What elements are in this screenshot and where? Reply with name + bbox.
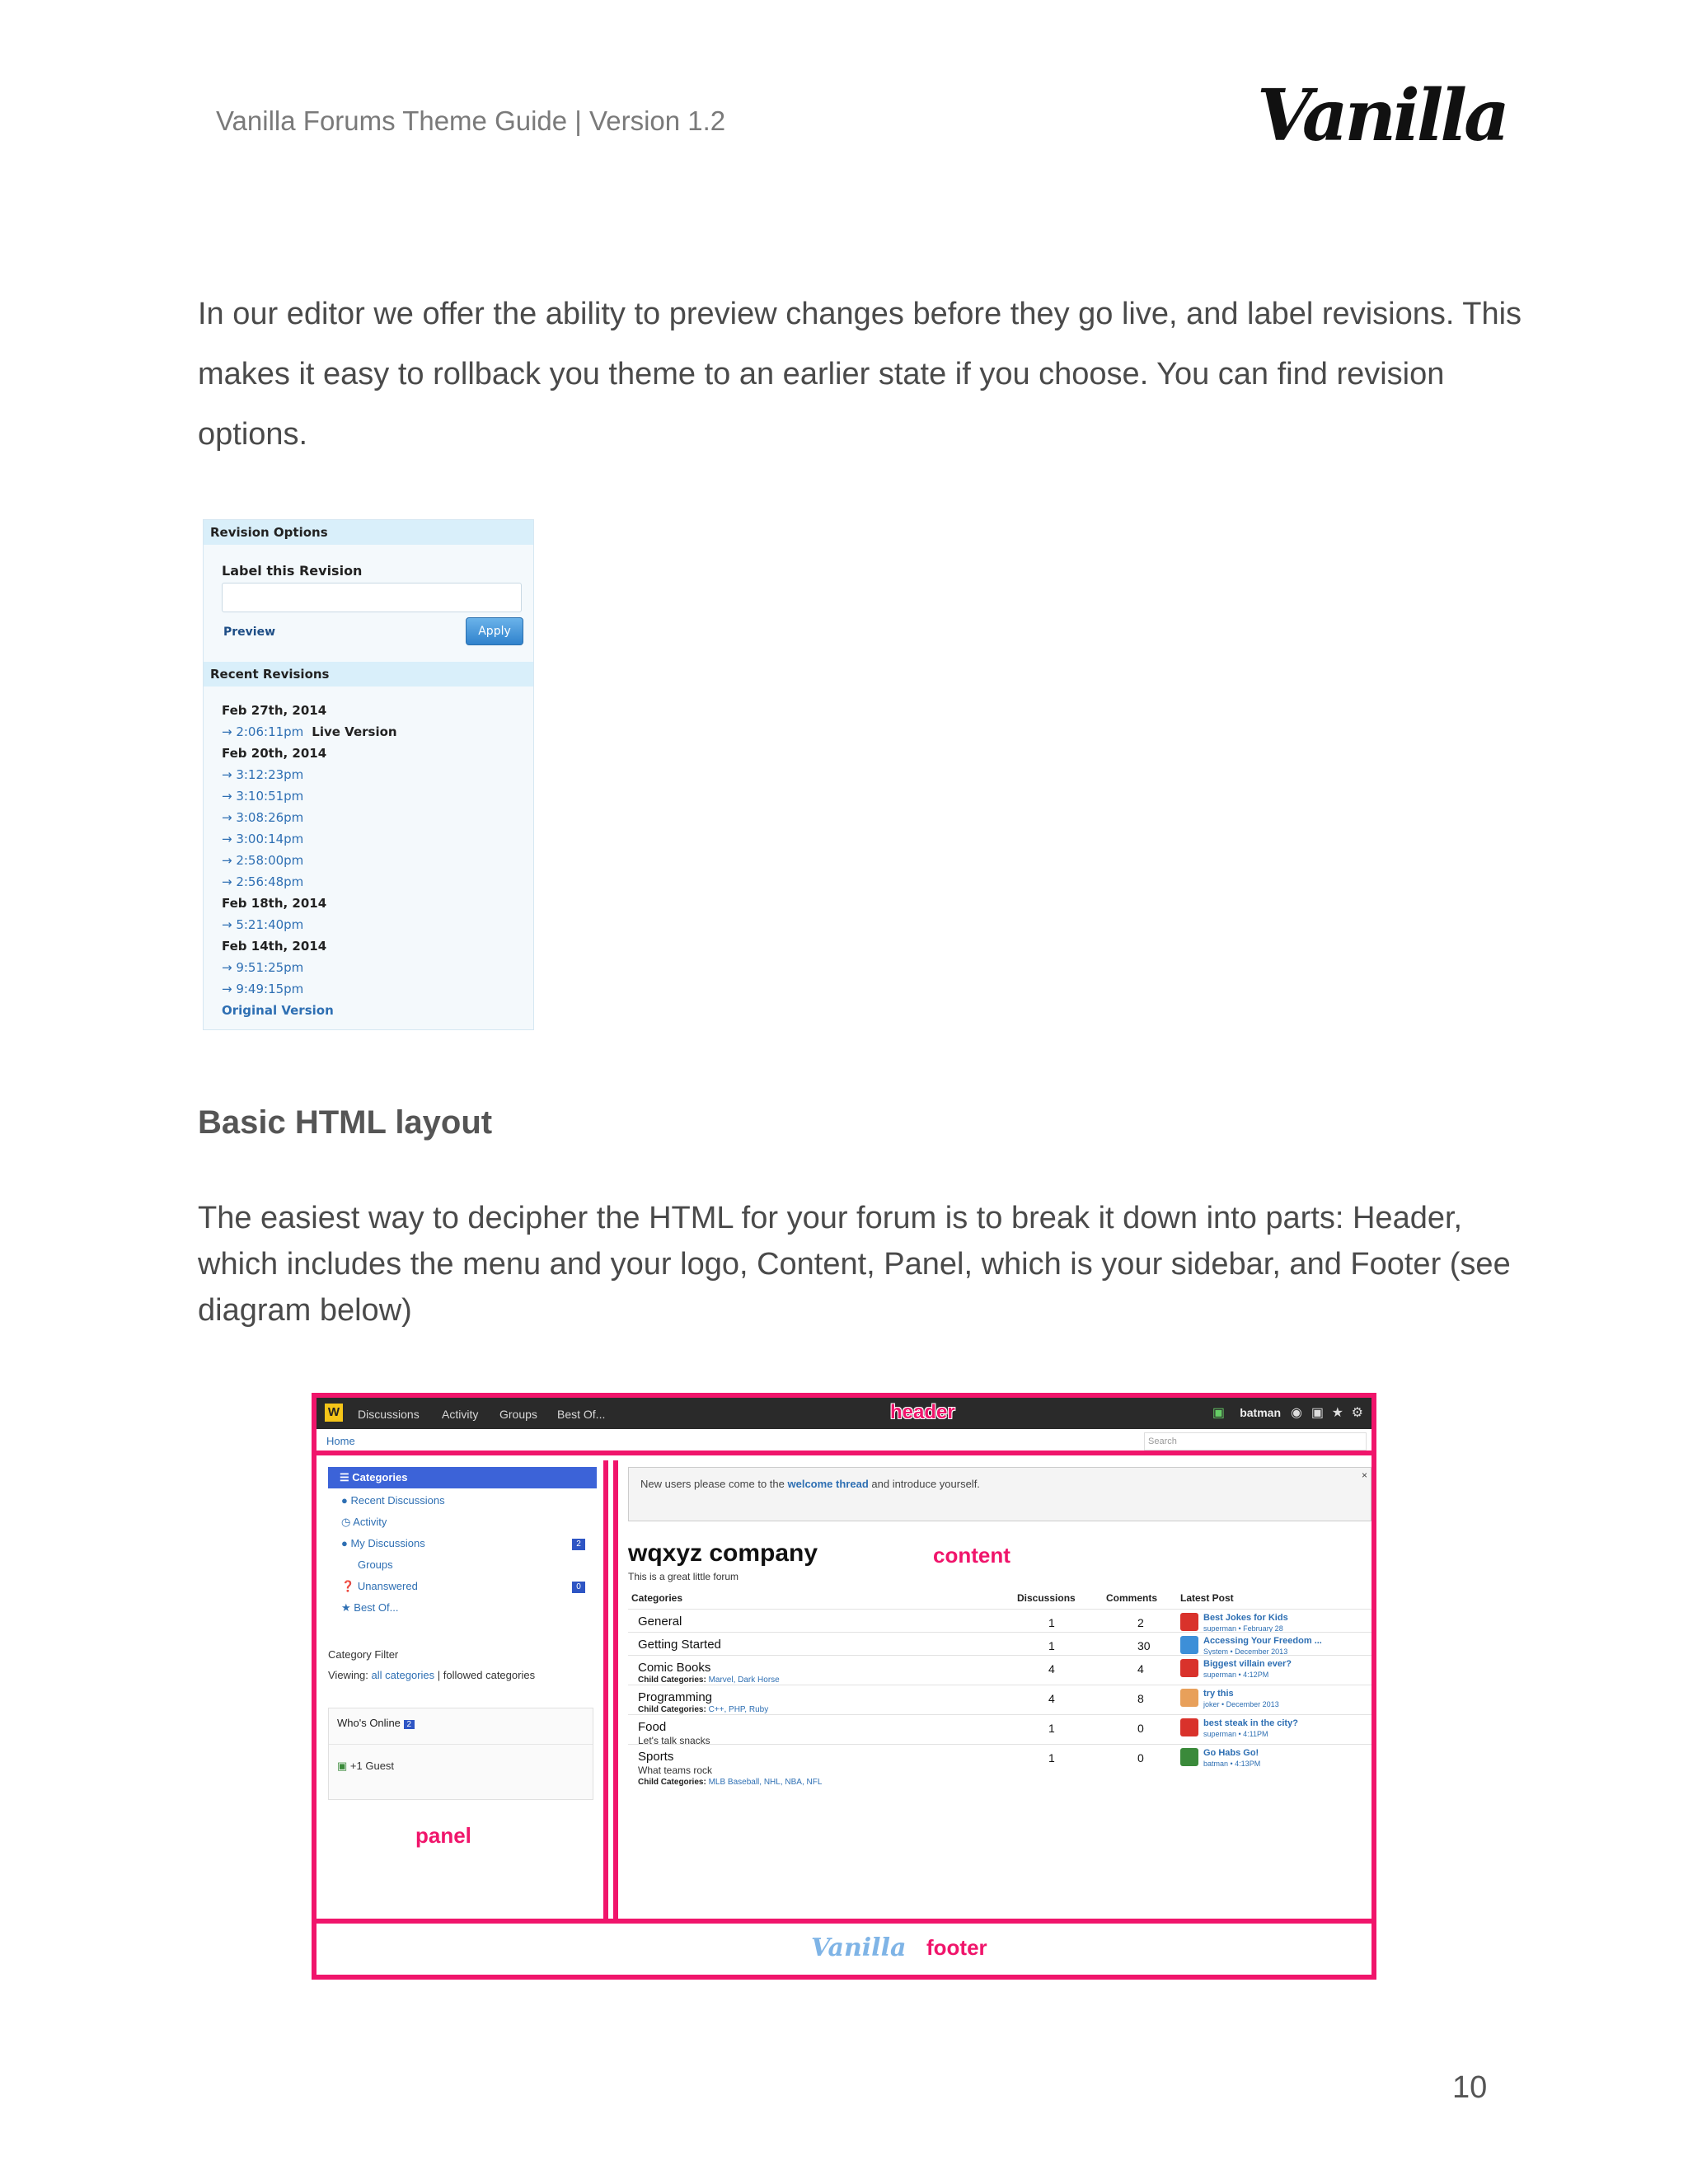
comment-count: 0 bbox=[1137, 1751, 1144, 1765]
revision-item bbox=[222, 935, 397, 957]
footer-vanilla-logo: Vanilla bbox=[811, 1933, 907, 1962]
panel-nav-item[interactable] bbox=[328, 1490, 597, 1511]
revision-date: Feb 14th, 2014 bbox=[222, 939, 327, 954]
header-region-label: header bbox=[890, 1401, 955, 1423]
revision-item[interactable] bbox=[222, 914, 397, 935]
col-latest-post: Latest Post bbox=[1180, 1592, 1234, 1604]
document-header: Vanilla Forums Theme Guide | Version 1.2 bbox=[216, 105, 726, 136]
breadcrumb-home[interactable]: Home bbox=[326, 1435, 355, 1447]
live-version-label: Live Version bbox=[312, 724, 397, 739]
comment-count: 4 bbox=[1137, 1662, 1144, 1675]
panel-nav-label: Groups bbox=[358, 1558, 393, 1571]
revision-link[interactable]: → 2:06:11pm bbox=[222, 724, 304, 739]
revision-link[interactable]: → 2:56:48pm bbox=[222, 874, 304, 889]
label-revision-input[interactable] bbox=[222, 583, 522, 612]
comment-count: 30 bbox=[1137, 1639, 1151, 1652]
category-filter-viewing bbox=[328, 1669, 597, 1681]
content-region bbox=[613, 1460, 1372, 1919]
panel-categories-item[interactable] bbox=[328, 1467, 597, 1488]
page-number: 10 bbox=[1452, 2070, 1488, 2105]
message-suffix: and introduce yourself. bbox=[871, 1478, 980, 1490]
author-avatar[interactable] bbox=[1180, 1636, 1198, 1654]
child-categories-links[interactable]: MLB Baseball, NHL, NBA, NFL bbox=[708, 1778, 823, 1787]
revision-date: Feb 27th, 2014 bbox=[222, 703, 327, 718]
revision-link[interactable]: → 3:12:23pm bbox=[222, 767, 304, 782]
welcome-thread-link[interactable]: welcome thread bbox=[787, 1478, 869, 1490]
panel-nav-item[interactable] bbox=[328, 1533, 597, 1554]
discussion-count: 1 bbox=[1048, 1751, 1055, 1765]
panel-nav-item[interactable] bbox=[328, 1511, 597, 1533]
revision-list bbox=[222, 700, 397, 1021]
footer-region-label: footer bbox=[926, 1935, 987, 1960]
intro-paragraph: In our editor we offer the ability to preview changes before they go live, and label revisions. This makes it easy to rollback you theme to an earlier state if you choose. You can find revision options. bbox=[198, 297, 1522, 452]
star-icon: ★ bbox=[341, 1601, 354, 1614]
category-name[interactable]: Comic Books bbox=[638, 1661, 711, 1675]
comment-count: 2 bbox=[1137, 1616, 1144, 1629]
revision-link[interactable]: → 3:10:51pm bbox=[222, 789, 304, 804]
categories-table bbox=[628, 1609, 1372, 1787]
footer-region bbox=[316, 1919, 1372, 1980]
whos-online-box bbox=[328, 1708, 593, 1800]
whos-online-title: Who's Online bbox=[337, 1717, 401, 1729]
forum-title: wqxyz company bbox=[628, 1540, 818, 1567]
revision-item[interactable] bbox=[222, 978, 397, 1000]
gear-icon[interactable]: ⚙ bbox=[1351, 1406, 1363, 1420]
child-categories bbox=[638, 1675, 780, 1685]
latest-post-link[interactable]: best steak in the city? bbox=[1203, 1718, 1298, 1728]
revision-link[interactable]: → 9:49:15pm bbox=[222, 982, 304, 996]
category-name[interactable]: General bbox=[638, 1615, 682, 1629]
panel-nav-label: My Discussions bbox=[350, 1537, 425, 1549]
section-heading: Basic HTML layout bbox=[198, 1104, 493, 1141]
clock-icon: ◷ bbox=[341, 1516, 354, 1528]
star-icon[interactable]: ★ bbox=[1331, 1406, 1343, 1420]
child-categories-label: Child Categories: bbox=[638, 1705, 706, 1714]
panel-region-label: panel bbox=[415, 1823, 471, 1848]
count-badge: 0 bbox=[572, 1582, 585, 1593]
count-badge: 2 bbox=[572, 1539, 585, 1550]
latest-post-link[interactable]: Go Habs Go! bbox=[1203, 1748, 1259, 1758]
revision-options-title: Revision Options bbox=[204, 520, 533, 545]
latest-post-link[interactable]: Accessing Your Freedom ... bbox=[1203, 1636, 1322, 1646]
label-revision-label: Label this Revision bbox=[222, 563, 363, 579]
child-categories bbox=[638, 1778, 822, 1787]
nav-best-of[interactable]: Best Of... bbox=[557, 1408, 606, 1421]
latest-post-meta: superman • 4:11PM bbox=[1203, 1730, 1268, 1738]
child-categories-links[interactable]: C++, PHP, Ruby bbox=[708, 1705, 769, 1714]
revision-link[interactable]: → 9:51:25pm bbox=[222, 960, 304, 975]
nav-groups[interactable]: Groups bbox=[499, 1408, 537, 1421]
revision-item bbox=[222, 743, 397, 764]
user-name[interactable]: batman bbox=[1240, 1406, 1281, 1419]
latest-post-meta: batman • 4:13PM bbox=[1203, 1760, 1261, 1768]
filter-separator: | bbox=[437, 1669, 441, 1681]
inbox-icon[interactable]: ▣ bbox=[1311, 1406, 1324, 1420]
latest-post-link[interactable]: Biggest villain ever? bbox=[1203, 1659, 1292, 1669]
panel-nav-item[interactable] bbox=[328, 1554, 597, 1576]
revision-link[interactable]: → 2:58:00pm bbox=[222, 853, 304, 868]
panel-nav-item[interactable] bbox=[328, 1597, 597, 1619]
table-row[interactable] bbox=[628, 1609, 1372, 1632]
user-avatar-icon[interactable]: ▣ bbox=[1212, 1406, 1225, 1420]
forum-logo-icon[interactable]: W bbox=[325, 1404, 343, 1422]
revision-item[interactable] bbox=[222, 764, 397, 785]
discussion-count: 1 bbox=[1048, 1722, 1055, 1735]
followed-categories-link[interactable]: followed categories bbox=[443, 1669, 536, 1681]
revision-item[interactable] bbox=[222, 785, 397, 807]
category-name[interactable]: Getting Started bbox=[638, 1638, 721, 1652]
category-name[interactable]: Sports bbox=[638, 1750, 674, 1764]
all-categories-link[interactable]: all categories bbox=[371, 1669, 435, 1681]
category-name[interactable]: Programming bbox=[638, 1690, 713, 1704]
table-row[interactable] bbox=[628, 1744, 1372, 1787]
revision-item[interactable] bbox=[222, 957, 397, 978]
apply-button[interactable]: Apply bbox=[466, 617, 523, 645]
revision-item[interactable] bbox=[222, 850, 397, 871]
revision-date: Feb 20th, 2014 bbox=[222, 746, 327, 761]
nav-discussions[interactable]: Discussions bbox=[358, 1408, 420, 1421]
whos-online-count: 2 bbox=[404, 1720, 415, 1729]
panel-nav-label: Recent Discussions bbox=[350, 1494, 445, 1507]
panel-nav-label: Unanswered bbox=[357, 1580, 418, 1592]
latest-post-link[interactable]: try this bbox=[1203, 1689, 1234, 1699]
panel-nav-label: Activity bbox=[353, 1516, 387, 1528]
child-categories-label: Child Categories: bbox=[638, 1778, 706, 1787]
latest-post-meta: superman • 4:12PM bbox=[1203, 1671, 1269, 1679]
discussion-count: 1 bbox=[1048, 1616, 1055, 1629]
revision-item bbox=[222, 700, 397, 721]
table-row[interactable] bbox=[628, 1685, 1372, 1714]
question-icon: ❓ bbox=[341, 1580, 358, 1592]
child-categories-links[interactable]: Marvel, Dark Horse bbox=[708, 1675, 780, 1685]
chat-icon: ● bbox=[341, 1537, 351, 1549]
guest-count: +1 Guest bbox=[349, 1760, 395, 1772]
author-avatar[interactable] bbox=[1180, 1689, 1198, 1707]
col-comments: Comments bbox=[1106, 1592, 1158, 1604]
nav-activity[interactable]: Activity bbox=[442, 1408, 479, 1421]
child-categories-label: Child Categories: bbox=[638, 1675, 706, 1685]
table-row[interactable] bbox=[628, 1632, 1372, 1655]
vanilla-logo bbox=[1257, 74, 1507, 165]
whos-online-header bbox=[329, 1708, 593, 1745]
panel-nav-item[interactable] bbox=[328, 1576, 597, 1597]
author-avatar[interactable] bbox=[1180, 1718, 1198, 1736]
close-icon[interactable]: × bbox=[1361, 1469, 1367, 1481]
discussion-count: 1 bbox=[1048, 1639, 1055, 1652]
discussion-count: 4 bbox=[1048, 1662, 1055, 1675]
viewing-label: Viewing: bbox=[328, 1669, 368, 1681]
breadcrumb-bar bbox=[316, 1429, 1372, 1455]
forum-layout-diagram bbox=[312, 1393, 1376, 1980]
revision-item[interactable] bbox=[222, 871, 397, 893]
child-categories bbox=[638, 1705, 768, 1714]
globe-icon[interactable]: ◉ bbox=[1291, 1406, 1302, 1420]
category-filter-title: Category Filter bbox=[328, 1648, 399, 1661]
chat-icon: ● bbox=[341, 1494, 351, 1507]
author-avatar[interactable] bbox=[1180, 1613, 1198, 1631]
latest-post-link[interactable]: Best Jokes for Kids bbox=[1203, 1613, 1288, 1623]
preview-link[interactable]: Preview bbox=[223, 626, 276, 639]
message-prefix: New users please come to the bbox=[640, 1478, 785, 1490]
discussion-count: 4 bbox=[1048, 1692, 1055, 1705]
comment-count: 0 bbox=[1137, 1722, 1144, 1735]
table-row[interactable] bbox=[628, 1655, 1372, 1685]
forum-tagline: This is a great little forum bbox=[628, 1571, 739, 1582]
category-description: What teams rock bbox=[638, 1765, 713, 1776]
latest-post-meta: joker • December 2013 bbox=[1203, 1700, 1279, 1708]
author-avatar[interactable] bbox=[1180, 1748, 1198, 1766]
announcement-message bbox=[628, 1467, 1372, 1521]
author-avatar[interactable] bbox=[1180, 1659, 1198, 1677]
vanilla-logo-text: Vanilla bbox=[1257, 74, 1507, 157]
table-row[interactable] bbox=[628, 1714, 1372, 1744]
list-icon: ☰ bbox=[340, 1471, 353, 1483]
comment-count: 8 bbox=[1137, 1692, 1144, 1705]
panel-categories-label: Categories bbox=[352, 1471, 408, 1483]
latest-post-meta: superman • February 28 bbox=[1203, 1624, 1283, 1633]
category-description: Let's talk snacks bbox=[638, 1735, 710, 1746]
revision-link[interactable]: Original Version bbox=[222, 1003, 334, 1018]
revision-date: Feb 18th, 2014 bbox=[222, 896, 327, 911]
panel-nav-label: Best Of... bbox=[354, 1601, 399, 1614]
online-user-avatar[interactable]: ▣ bbox=[337, 1760, 348, 1772]
category-name[interactable]: Food bbox=[638, 1720, 667, 1734]
col-categories: Categories bbox=[631, 1592, 683, 1604]
col-discussions: Discussions bbox=[1017, 1592, 1076, 1604]
latest-post-meta: System • December 2013 bbox=[1203, 1647, 1288, 1656]
revision-link[interactable]: → 5:21:40pm bbox=[222, 917, 304, 932]
revision-item[interactable] bbox=[222, 1000, 397, 1021]
revision-link[interactable]: → 3:00:14pm bbox=[222, 832, 304, 846]
revision-options-panel bbox=[203, 519, 534, 1030]
revision-item bbox=[222, 893, 397, 914]
revision-item[interactable] bbox=[222, 807, 397, 828]
forum-header-bar bbox=[316, 1398, 1372, 1429]
whos-online-body bbox=[329, 1745, 593, 1788]
revision-item[interactable] bbox=[222, 721, 397, 743]
layout-paragraph: The easiest way to decipher the HTML for your forum is to break it down into parts: Header, which includes the menu and your logo, Content, Panel, which is your sidebar, and Footer (see diagram below) bbox=[198, 1201, 1511, 1328]
panel-region bbox=[316, 1460, 608, 1919]
revision-link[interactable]: → 3:08:26pm bbox=[222, 810, 304, 825]
recent-revisions-title: Recent Revisions bbox=[204, 662, 533, 687]
revision-item[interactable] bbox=[222, 828, 397, 850]
content-region-label: content bbox=[933, 1543, 1010, 1568]
panel-nav-list bbox=[328, 1490, 597, 1619]
search-input[interactable]: Search bbox=[1144, 1432, 1367, 1451]
